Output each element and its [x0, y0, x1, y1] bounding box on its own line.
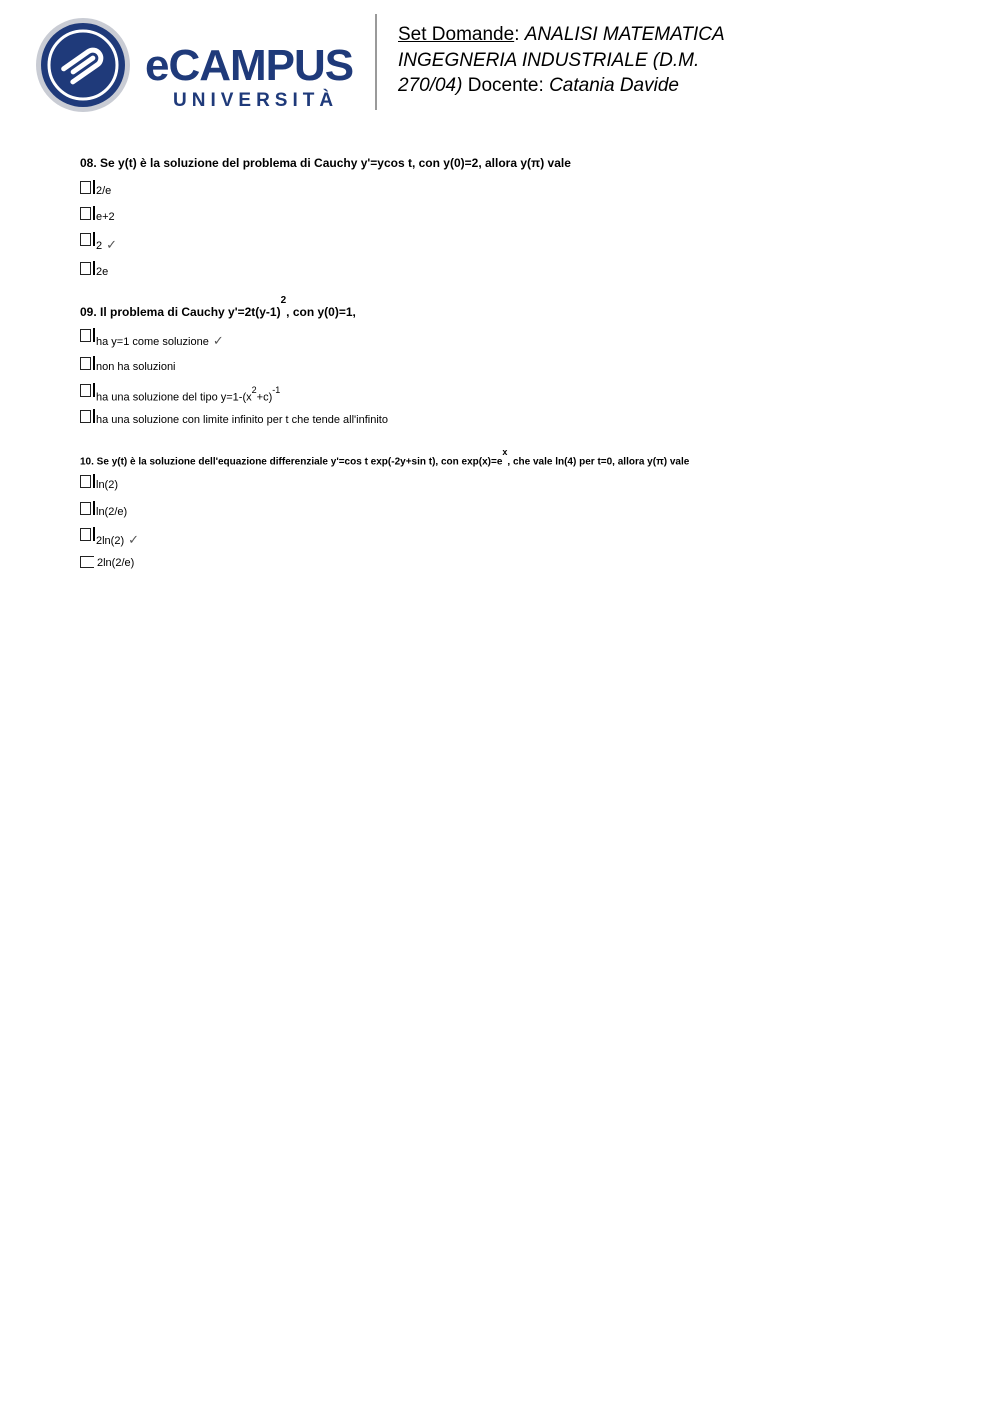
check-icon: ✓	[212, 333, 224, 348]
course-name: ANALISI MATEMATICA	[524, 24, 725, 45]
checkbox[interactable]	[80, 181, 91, 194]
course-degree: INGEGNERIA INDUSTRIALE (D.M.	[398, 49, 700, 71]
teacher-label: Docente:	[462, 75, 550, 96]
checkbox[interactable]	[80, 233, 91, 246]
checkbox[interactable]	[80, 410, 91, 423]
question-10: 10. Se y(t) è la soluzione dell'equazione differenziale y'=cos t exp(-2y+sin t), con $\exp(x)=e^x$, che vale ln(4) per t=0, allora y(π) vale	[80, 447, 690, 468]
checkbox[interactable]	[80, 528, 91, 541]
checkbox[interactable]	[80, 357, 91, 370]
question-09: 09. Il problema di Cauchy $y'=2t(y-1)^2$, con y(0)=1,	[80, 295, 356, 319]
checkbox[interactable]	[80, 329, 91, 342]
document-header	[0, 0, 1000, 130]
check-icon: ✓	[128, 532, 140, 547]
set-label: Set Domande	[398, 24, 515, 45]
teacher-name: Catania Davide	[549, 75, 679, 96]
ecampus-wordmark	[145, 38, 365, 113]
checkbox[interactable]	[80, 207, 91, 220]
svg-text:UNIVERSITÀ: UNIVERSITÀ	[173, 90, 339, 111]
checkbox[interactable]	[80, 502, 91, 515]
document-title: Set Domande: ANALISI MATEMATICA INGEGNERIA INDUSTRIALE (D.M. 270/04) Docente: Catania Davide	[398, 22, 818, 99]
svg-text:eCAMPUS: eCAMPUS	[145, 41, 354, 90]
ecampus-seal-logo	[35, 17, 131, 113]
question-08: 08. Se y(t) è la soluzione del problema di Cauchy y'=ycos t, con y(0)=2, allora y(π) vale	[80, 156, 571, 170]
header-divider	[375, 14, 377, 110]
checkbox[interactable]	[80, 262, 91, 275]
checkbox[interactable]	[80, 475, 91, 488]
check-icon: ✓	[106, 237, 118, 252]
checkbox[interactable]	[80, 556, 94, 568]
checkbox[interactable]	[80, 384, 91, 397]
